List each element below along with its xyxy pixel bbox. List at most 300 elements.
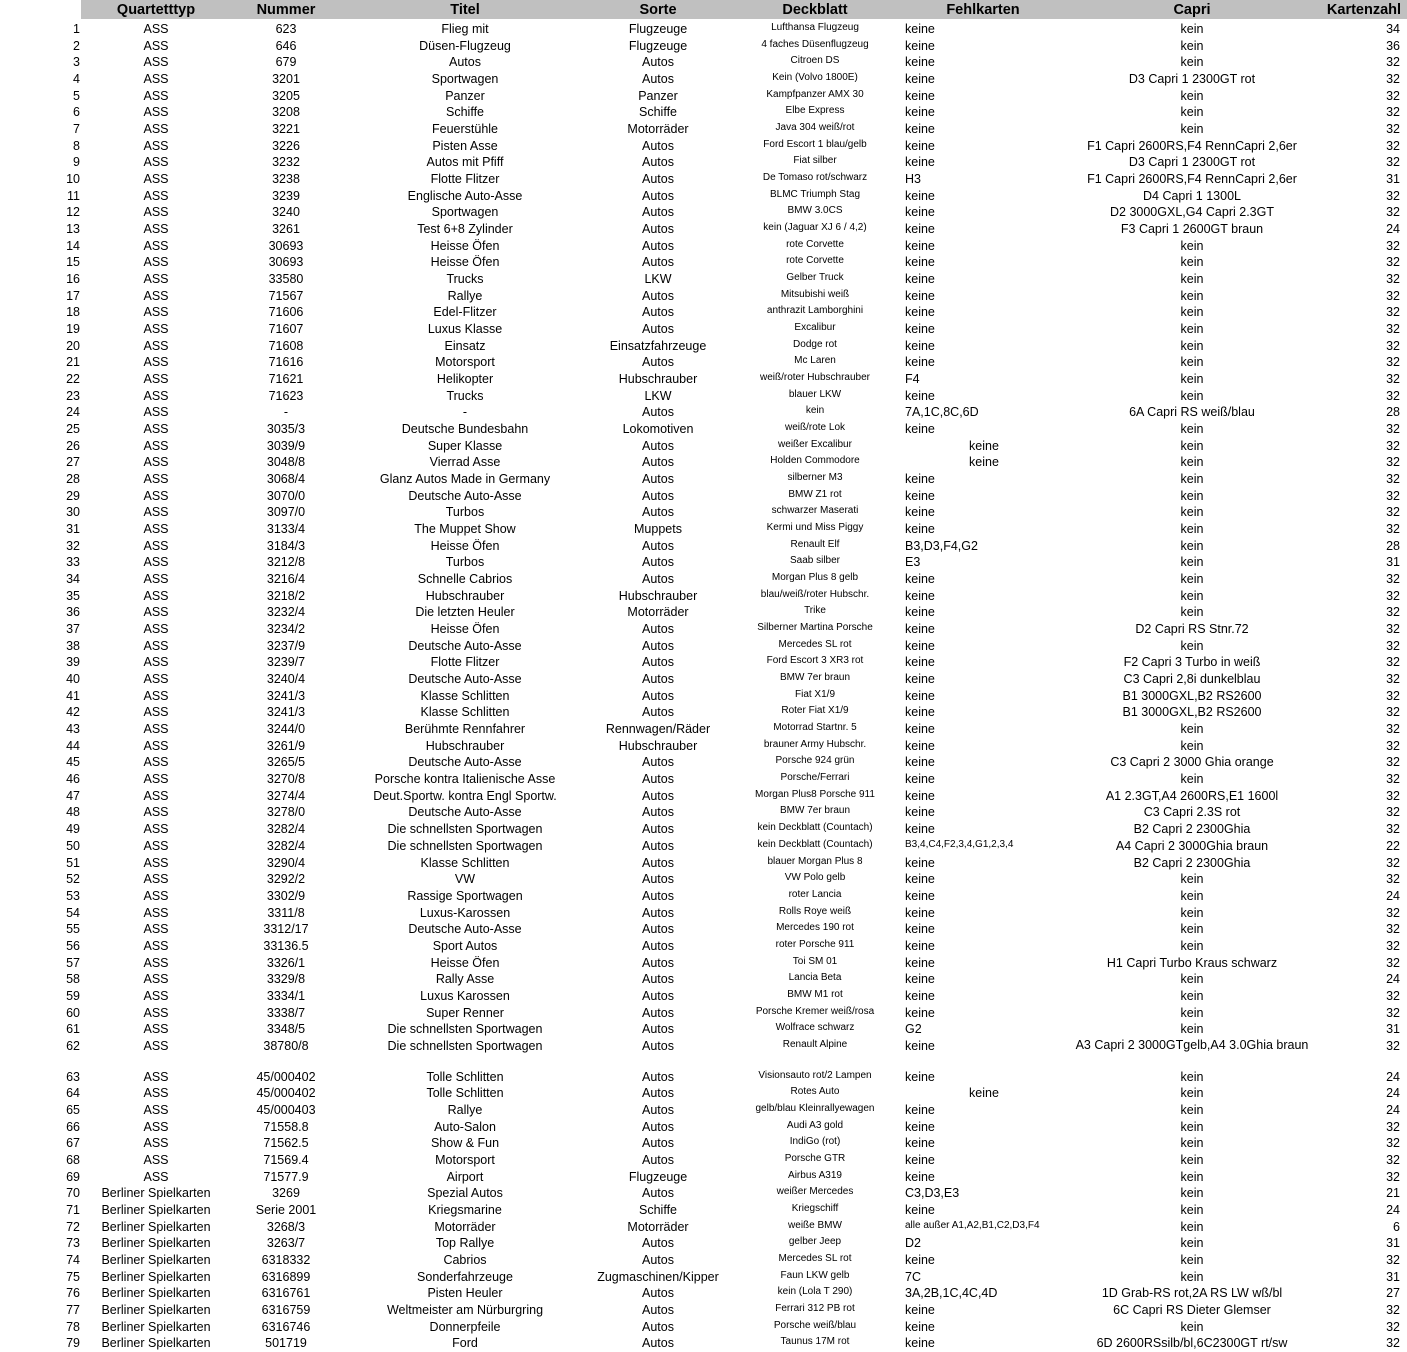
cell-nummer: 3329/8	[266, 972, 306, 987]
table-row[interactable]	[0, 737, 1407, 754]
cell-fehlkarten: keine	[905, 922, 935, 937]
table-row[interactable]	[0, 870, 1407, 887]
table-row[interactable]	[0, 487, 1407, 504]
row-index: 16	[66, 272, 80, 287]
table-row[interactable]	[0, 170, 1407, 187]
table-row[interactable]	[0, 820, 1407, 837]
cell-capri: A4 Capri 2 3000Ghia braun	[1115, 838, 1269, 853]
cell-nummer: 3312/17	[263, 922, 309, 937]
table-row[interactable]	[0, 1201, 1407, 1218]
cell-kartenzahl: 31	[1386, 1022, 1400, 1037]
cell-titel: Die schnellsten Sportwagen	[387, 822, 543, 837]
cell-deckblatt: Ferrari 312 PB rot	[775, 1302, 855, 1314]
table-row[interactable]	[0, 470, 1407, 487]
cell-sorte: Autos	[642, 955, 674, 970]
cell-fehlkarten: keine	[905, 705, 935, 720]
table-row[interactable]	[0, 904, 1407, 921]
cell-capri: kein	[1180, 738, 1204, 753]
cell-capri: kein	[1180, 505, 1204, 520]
cell-nummer: 38780/8	[263, 1038, 309, 1053]
table-row[interactable]	[0, 970, 1407, 987]
table-row[interactable]	[0, 1101, 1407, 1118]
cell-nummer: 646	[275, 38, 297, 53]
cell-nummer: 3241/3	[266, 705, 306, 720]
cell-fehlkarten: keine	[905, 755, 935, 770]
table-row[interactable]	[0, 1334, 1407, 1351]
cell-quartetttyp: ASS	[143, 22, 169, 36]
table-row[interactable]	[0, 587, 1407, 604]
table-row[interactable]	[0, 370, 1407, 387]
cell-kartenzahl: 24	[1386, 972, 1400, 987]
table-row[interactable]	[0, 1251, 1407, 1268]
table-row[interactable]	[0, 1037, 1407, 1054]
row-index: 38	[66, 638, 80, 653]
table-row[interactable]	[0, 137, 1407, 154]
cell-titel: Luxus-Karossen	[419, 905, 511, 920]
cell-sorte: Autos	[642, 355, 674, 370]
cell-kartenzahl: 24	[1386, 888, 1400, 903]
cell-quartetttyp: ASS	[143, 72, 169, 86]
cell-nummer: 3205	[272, 88, 300, 103]
table-row[interactable]	[0, 353, 1407, 370]
cell-titel: Sportwagen	[431, 72, 499, 86]
cell-nummer: 71607	[268, 322, 304, 337]
cell-titel: Turbos	[445, 555, 485, 570]
cell-kartenzahl: 32	[1386, 1136, 1400, 1151]
cell-quartetttyp: Berliner Spielkarten	[101, 1286, 211, 1301]
cell-capri: kein	[1180, 922, 1204, 937]
cell-deckblatt: Porsche Kremer weiß/rosa	[755, 1005, 875, 1017]
cell-kartenzahl: 6	[1393, 1219, 1400, 1234]
table-row[interactable]	[0, 287, 1407, 304]
cell-capri: kein	[1180, 1102, 1204, 1117]
cell-kartenzahl: 32	[1386, 672, 1400, 687]
cell-sorte: Autos	[642, 905, 674, 920]
cell-titel: -	[462, 405, 468, 420]
cell-fehlkarten: keine	[905, 872, 935, 887]
cell-kartenzahl: 32	[1386, 188, 1400, 203]
cell-sorte: Flugzeuge	[628, 38, 688, 53]
cell-titel: Ford	[452, 1336, 478, 1351]
cell-fehlkarten: keine	[905, 305, 935, 320]
cell-capri: kein	[1180, 1005, 1204, 1020]
row-index: 25	[66, 422, 80, 437]
cell-nummer: 3232	[272, 155, 300, 170]
table-row[interactable]	[0, 803, 1407, 820]
cell-fehlkarten: F4	[905, 372, 920, 387]
row-index: 19	[66, 322, 80, 337]
cell-deckblatt: weißer Excalibur	[778, 438, 852, 450]
table-row[interactable]	[0, 637, 1407, 654]
row-index: 32	[66, 538, 80, 553]
cell-titel: Glanz Autos Made in Germany	[379, 472, 551, 487]
cell-quartetttyp: ASS	[143, 272, 169, 287]
row-index: 20	[66, 338, 80, 353]
cell-fehlkarten: keine	[905, 105, 935, 120]
cell-titel: Trucks	[446, 388, 484, 403]
table-row[interactable]	[0, 320, 1407, 337]
cell-fehlkarten: D2	[905, 1236, 921, 1251]
table-row[interactable]	[0, 1068, 1407, 1085]
cell-kartenzahl: 32	[1386, 738, 1400, 753]
row-index: 60	[66, 1005, 80, 1020]
cell-capri: C3 Capri 2 3000 Ghia orange	[1110, 755, 1274, 770]
table-row[interactable]	[0, 653, 1407, 670]
cell-fehlkarten: G2	[905, 1022, 922, 1037]
row-index: 44	[66, 738, 80, 753]
table-row[interactable]	[0, 503, 1407, 520]
cell-nummer: 3334/1	[266, 988, 306, 1003]
cell-nummer: 71567	[268, 288, 304, 303]
cell-kartenzahl: 32	[1386, 472, 1400, 487]
table-row[interactable]	[0, 603, 1407, 620]
cell-quartetttyp: ASS	[143, 438, 169, 453]
cell-titel: Auto-Salon	[434, 1119, 496, 1134]
table-row[interactable]	[0, 1184, 1407, 1201]
table-row[interactable]	[0, 770, 1407, 787]
cell-fehlkarten: keine	[905, 272, 935, 287]
cell-capri: kein	[1180, 255, 1204, 270]
table-row[interactable]	[0, 787, 1407, 804]
cell-sorte: Autos	[642, 455, 674, 470]
cell-nummer: 623	[275, 22, 297, 36]
cell-titel: Vierrad Asse	[429, 455, 501, 470]
cell-kartenzahl: 32	[1386, 155, 1400, 170]
table-row[interactable]	[0, 1168, 1407, 1185]
cell-quartetttyp: ASS	[143, 555, 169, 570]
row-index: 21	[66, 355, 80, 370]
cell-fehlkarten: keine	[905, 322, 935, 337]
table-row[interactable]	[0, 387, 1407, 404]
row-index: 78	[66, 1319, 80, 1334]
cell-kartenzahl: 27	[1386, 1286, 1400, 1301]
row-index: 63	[66, 1069, 80, 1084]
cell-fehlkarten: keine	[905, 938, 935, 953]
cell-deckblatt: Java 304 weiß/rot	[775, 122, 855, 134]
cell-titel: Trucks	[446, 272, 484, 287]
table-row[interactable]	[0, 1234, 1407, 1251]
cell-sorte: Autos	[642, 1236, 674, 1251]
table-row[interactable]	[0, 187, 1407, 204]
table-row[interactable]	[0, 70, 1407, 87]
table-row[interactable]	[0, 337, 1407, 354]
cell-titel: Pisten Asse	[432, 138, 498, 153]
table-row[interactable]	[0, 1318, 1407, 1335]
table-row[interactable]	[0, 37, 1407, 54]
cell-titel: Deutsche Auto-Asse	[408, 755, 522, 770]
table-row[interactable]	[0, 453, 1407, 470]
cell-sorte: Autos	[642, 1286, 674, 1301]
cell-deckblatt: Morgan Plus8 Porsche 911	[755, 788, 875, 800]
cell-sorte: Muppets	[634, 522, 682, 537]
cell-titel: Heisse Öfen	[430, 622, 500, 637]
table-row[interactable]	[0, 203, 1407, 220]
cell-capri: kein	[1180, 1252, 1204, 1267]
table-row[interactable]	[0, 920, 1407, 937]
cell-kartenzahl: 32	[1386, 655, 1400, 670]
cell-nummer: 3218/2	[266, 588, 306, 603]
cell-sorte: Autos	[642, 72, 674, 86]
cell-kartenzahl: 32	[1386, 622, 1400, 637]
table-row[interactable]	[0, 887, 1407, 904]
table-row[interactable]	[0, 1084, 1407, 1101]
cell-nummer: 6316761	[261, 1286, 311, 1301]
cell-quartetttyp: ASS	[143, 305, 169, 320]
cell-kartenzahl: 22	[1386, 838, 1400, 853]
cell-kartenzahl: 32	[1386, 55, 1400, 70]
cell-nummer: 71623	[268, 388, 304, 403]
cell-quartetttyp: ASS	[143, 105, 169, 120]
cell-kartenzahl: 32	[1386, 105, 1400, 120]
table-row[interactable]	[0, 53, 1407, 70]
cell-titel: Sportwagen	[431, 205, 499, 220]
table-row[interactable]	[0, 20, 1407, 37]
cell-quartetttyp: ASS	[143, 655, 169, 670]
cell-titel: Motorräder	[434, 1219, 496, 1234]
cell-fehlkarten: 3A,2B,1C,4C,4D	[905, 1286, 998, 1301]
header-quartetttyp: Quartetttyp	[116, 2, 196, 18]
cell-sorte: Hubschrauber	[618, 738, 698, 753]
row-index: 59	[66, 988, 80, 1003]
cell-fehlkarten: keine	[905, 972, 935, 987]
cell-titel: Deut.Sportw. kontra Engl Sportw.	[373, 788, 557, 803]
cell-sorte: Autos	[642, 155, 674, 170]
cell-sorte: Rennwagen/Räder	[605, 722, 711, 737]
cell-sorte: Autos	[642, 1086, 674, 1101]
cell-fehlkarten: keine	[905, 22, 935, 36]
row-index: 65	[66, 1102, 80, 1117]
cell-titel: Heisse Öfen	[430, 955, 500, 970]
cell-sorte: Autos	[642, 972, 674, 987]
table-row[interactable]	[0, 420, 1407, 437]
cell-nummer: 3133/4	[266, 522, 306, 537]
cell-deckblatt: blau/weiß/roter Hubschr.	[760, 588, 870, 600]
cell-sorte: Autos	[642, 1252, 674, 1267]
cell-titel: Cabrios	[443, 1252, 487, 1267]
cell-kartenzahl: 32	[1386, 422, 1400, 437]
cell-kartenzahl: 32	[1386, 722, 1400, 737]
cell-sorte: Autos	[642, 1102, 674, 1117]
cell-nummer: 3282/4	[266, 838, 306, 853]
row-index: 26	[66, 438, 80, 453]
cell-capri: kein	[1180, 1236, 1204, 1251]
table-row[interactable]	[0, 937, 1407, 954]
row-index: 27	[66, 455, 80, 470]
cell-nummer: 3212/8	[266, 555, 306, 570]
table-row[interactable]	[0, 1151, 1407, 1168]
cell-titel: Deutsche Auto-Asse	[408, 488, 522, 503]
cell-titel: Schnelle Cabrios	[417, 572, 513, 587]
table-row[interactable]	[0, 1284, 1407, 1301]
cell-deckblatt: Airbus A319	[788, 1169, 842, 1181]
cell-capri: kein	[1180, 372, 1204, 387]
table-row[interactable]	[0, 1118, 1407, 1135]
table-row[interactable]	[0, 1301, 1407, 1318]
cell-capri: kein	[1180, 1069, 1204, 1084]
cell-deckblatt: Excalibur	[794, 322, 836, 334]
row-index: 58	[66, 972, 80, 987]
table-row[interactable]	[0, 570, 1407, 587]
table-row[interactable]	[0, 1134, 1407, 1151]
table-row[interactable]	[0, 1218, 1407, 1235]
cell-kartenzahl: 31	[1386, 172, 1400, 187]
table-row[interactable]	[0, 103, 1407, 120]
table-row[interactable]	[0, 720, 1407, 737]
cell-sorte: Autos	[642, 1319, 674, 1334]
cell-kartenzahl: 32	[1386, 255, 1400, 270]
cell-deckblatt: Mercedes SL rot	[778, 1252, 852, 1264]
table-row[interactable]	[0, 620, 1407, 637]
cell-capri: kein	[1180, 772, 1204, 787]
table-row[interactable]	[0, 520, 1407, 537]
table-row[interactable]	[0, 553, 1407, 570]
cell-capri: kein	[1180, 455, 1204, 470]
cell-sorte: Panzer	[638, 88, 678, 103]
cell-quartetttyp: ASS	[143, 38, 169, 53]
cell-deckblatt: gelber Jeep	[788, 1236, 842, 1248]
table-row[interactable]	[0, 120, 1407, 137]
cell-titel: Helikopter	[436, 372, 494, 387]
table-row[interactable]	[0, 687, 1407, 704]
cell-nummer: 71558.8	[263, 1119, 309, 1134]
cell-kartenzahl: 32	[1386, 1152, 1400, 1167]
table-row[interactable]	[0, 1268, 1407, 1285]
row-index: 12	[66, 205, 80, 220]
cell-fehlkarten: 7A,1C,8C,6D	[905, 405, 979, 420]
cell-titel: Rally Asse	[435, 972, 495, 987]
cell-capri: kein	[1180, 55, 1204, 70]
cell-kartenzahl: 32	[1386, 122, 1400, 137]
table-row[interactable]	[0, 987, 1407, 1004]
table-row[interactable]	[0, 837, 1407, 854]
cell-fehlkarten: keine	[905, 1038, 935, 1053]
cell-quartetttyp: ASS	[143, 672, 169, 687]
cell-kartenzahl: 32	[1386, 305, 1400, 320]
row-index: 56	[66, 938, 80, 953]
cell-sorte: Autos	[642, 205, 674, 220]
cell-quartetttyp: ASS	[143, 905, 169, 920]
cell-titel: Sport Autos	[432, 938, 498, 953]
cell-titel: Luxus Klasse	[427, 322, 503, 337]
cell-deckblatt: Silberner Martina Porsche	[757, 622, 873, 634]
cell-quartetttyp: ASS	[143, 1005, 169, 1020]
cell-capri: A3 Capri 2 3000GTgelb,A4 3.0Ghia braun	[1075, 1037, 1309, 1052]
cell-capri: kein	[1180, 638, 1204, 653]
cell-sorte: Autos	[642, 55, 674, 70]
cell-capri: kein	[1180, 105, 1204, 120]
table-row[interactable]	[0, 270, 1407, 287]
cell-deckblatt: 4 faches Düsenflugzeug	[761, 38, 869, 50]
table-row[interactable]	[0, 220, 1407, 237]
cell-deckblatt: Dodge rot	[793, 338, 837, 350]
cell-titel: Klasse Schlitten	[420, 688, 510, 703]
cell-fehlkarten: keine	[905, 38, 935, 53]
header-kartenzahl: Kartenzahl	[1326, 2, 1402, 18]
cell-titel: Deutsche Auto-Asse	[408, 922, 522, 937]
cell-fehlkarten: keine	[969, 455, 999, 470]
row-index: 49	[66, 822, 80, 837]
row-index: 6	[73, 105, 80, 120]
cell-nummer: 3261/9	[266, 738, 306, 753]
cell-sorte: Autos	[642, 772, 674, 787]
cell-quartetttyp: ASS	[143, 638, 169, 653]
cell-fehlkarten: E3	[905, 555, 921, 570]
table-row[interactable]	[0, 703, 1407, 720]
cell-fehlkarten: keine	[905, 822, 935, 837]
cell-sorte: Motorräder	[627, 1219, 689, 1234]
cell-kartenzahl: 32	[1386, 372, 1400, 387]
row-index: 52	[66, 872, 80, 887]
cell-fehlkarten: keine	[905, 188, 935, 203]
table-row[interactable]	[0, 954, 1407, 971]
cell-titel: VW	[454, 872, 476, 887]
cell-capri: kein	[1180, 905, 1204, 920]
cell-kartenzahl: 32	[1386, 288, 1400, 303]
table-row[interactable]	[0, 537, 1407, 554]
cell-fehlkarten: keine	[905, 72, 935, 86]
cell-capri: kein	[1180, 572, 1204, 587]
table-row[interactable]	[0, 854, 1407, 871]
cell-sorte: Flugzeuge	[628, 1169, 688, 1184]
row-index: 54	[66, 905, 80, 920]
cell-quartetttyp: ASS	[143, 888, 169, 903]
cell-capri: kein	[1180, 722, 1204, 737]
cell-quartetttyp: ASS	[143, 805, 169, 820]
cell-fehlkarten: alle außer A1,A2,B1,C2,D3,F4	[905, 1219, 1040, 1231]
table-row[interactable]	[0, 1004, 1407, 1021]
cell-capri: kein	[1180, 555, 1204, 570]
cell-nummer: 3240	[272, 205, 300, 220]
cell-deckblatt: BLMC Triumph Stag	[769, 188, 861, 200]
cell-nummer: 45/000402	[256, 1086, 316, 1101]
cell-deckblatt: Fiat silber	[793, 155, 837, 167]
cell-sorte: Autos	[642, 705, 674, 720]
cell-deckblatt: schwarzer Maserati	[771, 505, 859, 517]
cell-sorte: Autos	[642, 622, 674, 637]
table-row[interactable]	[0, 253, 1407, 270]
cell-nummer: 3292/2	[266, 872, 306, 887]
cell-quartetttyp: ASS	[143, 472, 169, 487]
table-row[interactable]	[0, 303, 1407, 320]
cell-kartenzahl: 28	[1386, 405, 1400, 420]
cell-kartenzahl: 32	[1386, 488, 1400, 503]
row-index: 73	[66, 1236, 80, 1251]
table-row[interactable]	[0, 153, 1407, 170]
cell-deckblatt: Lufthansa Flugzeug	[771, 22, 859, 33]
table-row[interactable]	[0, 753, 1407, 770]
cell-capri: kein	[1180, 522, 1204, 537]
cell-capri: kein	[1180, 472, 1204, 487]
cell-kartenzahl: 32	[1386, 605, 1400, 620]
cell-titel: Klasse Schlitten	[420, 705, 510, 720]
cell-deckblatt: gelb/blau Kleinrallyewagen	[755, 1102, 875, 1114]
cell-fehlkarten: H3	[905, 172, 921, 187]
table-row[interactable]	[0, 437, 1407, 454]
cell-fehlkarten: keine	[905, 772, 935, 787]
cell-capri: kein	[1180, 872, 1204, 887]
cell-sorte: Autos	[642, 238, 674, 253]
table-row[interactable]	[0, 670, 1407, 687]
cell-kartenzahl: 32	[1386, 1119, 1400, 1134]
cell-nummer: 3068/4	[266, 472, 306, 487]
table-row[interactable]	[0, 403, 1407, 420]
table-row[interactable]	[0, 1020, 1407, 1037]
table-row[interactable]	[0, 87, 1407, 104]
table-row[interactable]	[0, 237, 1407, 254]
row-index: 41	[66, 688, 80, 703]
row-index: 74	[66, 1252, 80, 1267]
cell-deckblatt: kein Deckblatt (Countach)	[757, 822, 873, 834]
